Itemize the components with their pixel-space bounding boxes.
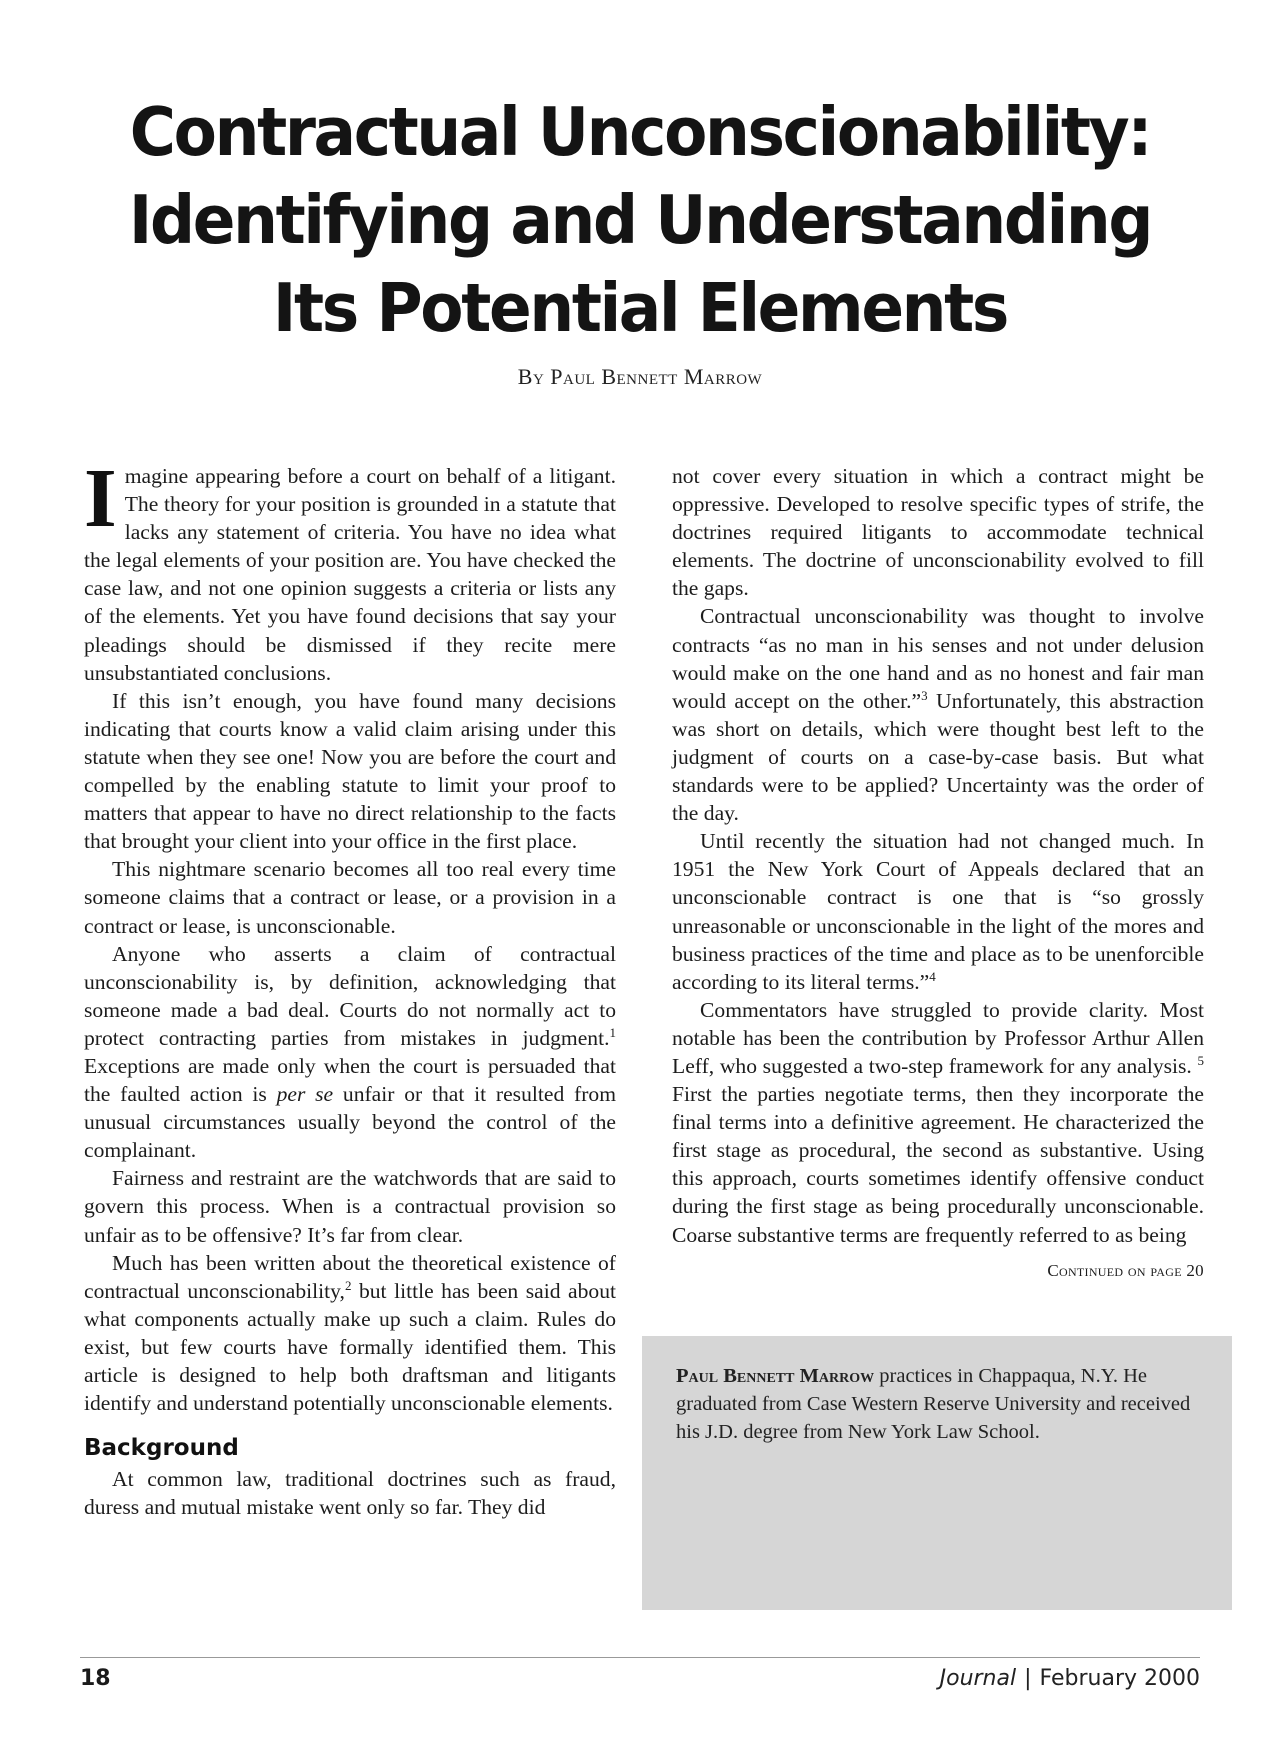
paragraph-text: First the parties negotiate terms, then they incorporate the final terms into a definitive agreement. He characterized the first stage as procedural, the second as substantive. Using this approach, courts sometimes identify offensive conduct during the first stage as being procedurally unconscionable. Coarse substantive terms are frequently referred to as being (672, 1082, 1204, 1247)
footnote-ref: 1 (609, 1024, 616, 1040)
italic-term: per se (276, 1082, 334, 1107)
paragraph-text: unfair or that it resulted from unusual circumstances usually beyond the control of the complainant. (84, 1082, 616, 1163)
paragraph (84, 940, 616, 1165)
author-bio (676, 1362, 1198, 1446)
footer-divider (80, 1657, 1200, 1658)
title-line-3: Its Potential Elements (272, 269, 1008, 347)
journal-name: Journal (939, 1666, 1017, 1691)
paragraph: If this isn’t enough, you have found many decisions indicating that courts know a valid claim arising under this statute when they see one! Now you are before the court and compelled by the enabling statute to limit your proof to matters that appear to have no direct relationship to the facts that brought your client into your office in the first place. (84, 688, 616, 854)
page-number: 18 (80, 1666, 111, 1691)
footnote-ref: 4 (929, 968, 936, 984)
footnote-ref: 2 (344, 1277, 352, 1293)
paragraph-text: Commentators have struggled to provide clarity. Most notable has been the contribution by Professor Arthur Allen Leff, who suggested a two-step framework for any analysis. (672, 997, 1204, 1078)
byline: By Paul Bennett Marrow (517, 364, 763, 389)
paragraph-text: Until recently the situation had not changed much. In 1951 the New York Court of Appeals declared that an unconscionable contract is one that is “so grossly unreasonable or unconscionable in the light of the mores and business practices of the time and place as to be unenforcible according to its literal terms.” (672, 829, 1204, 994)
section-heading: Background (84, 1435, 239, 1462)
paragraph-text: Exceptions are made only when the court is persuaded that the faulted action is (84, 1053, 616, 1107)
journal-footer (940, 1666, 1200, 1691)
article-title (114, 88, 1167, 352)
paragraph-text: Anyone who asserts a claim of contractual unconscionability is, by definition, acknowledging that someone made a bad deal. Courts do not normally act to protect contracting parties from mistakes in judgment. (84, 941, 616, 1050)
issue-date: February 2000 (1039, 1666, 1200, 1691)
right-column (672, 462, 1204, 1285)
footnote-ref: 5 (1197, 1052, 1204, 1068)
drop-cap: I (84, 452, 117, 545)
paragraph: This nightmare scenario becomes all too real every time someone claims that a contract or lease, or a provision in a contract or lease, is unconscionable. (84, 857, 616, 938)
continued-link[interactable]: Continued on page 20 (1047, 1260, 1204, 1280)
author-name: Paul Bennett Marrow (676, 1365, 875, 1387)
bio-text: practices in Chappaqua, N.Y. He graduated from Case Western Reserve University and received his J.D. degree from New York Law School. (676, 1365, 1191, 1443)
paragraph-text: but little has been said about what components actually make up such a claim. Rules do exist, but few courts have formally identified them. This article is designed to help both draftsman and litigants identify and understand potentially unconscionable elements. (84, 1278, 616, 1416)
footer-separator: | (1024, 1666, 1032, 1691)
author-bio-box (642, 1336, 1232, 1610)
paragraph-intro (84, 452, 616, 687)
paragraph (672, 827, 1204, 996)
paragraph (672, 602, 1204, 827)
paragraph: At common law, traditional doctrines such as fraud, duress and mutual mistake went only so far. They did (84, 1467, 616, 1520)
paragraph: not cover every situation in which a contract might be oppressive. Developed to resolve specific types of strife, the doctrines required litigants to accommodate technical elements. The doctrine of unconscionability evolved to fill the gaps. (672, 464, 1204, 601)
left-column (84, 452, 616, 1521)
paragraph-text: magine appearing before a court on behalf of a litigant. The theory for your position is grounded in a statute that lacks any statement of criteria. You have no idea what the legal elements of your position are. You have checked the case law, and not one opinion suggests a criteria or lists any of the elements. Yet you have found decisions that say your pleadings should be dismissed if they recite mere unsubstantiated conclusions. (84, 464, 616, 685)
paragraph-text: Unfortunately, this abstraction was short on details, which were thought best left to the judgment of courts on a case-by-case basis. But what standards were to be applied? Uncertainty was the order of the day. (672, 688, 1204, 826)
title-line-1: Contractual Unconscionability: (129, 93, 1151, 171)
paragraph (84, 1249, 616, 1418)
paragraph: Fairness and restraint are the watchwords that are said to govern this process. When is a contractual provision so unfair as to be offensive? It’s far from clear. (84, 1166, 616, 1247)
title-line-2: Identifying and Understanding (128, 181, 1152, 259)
paragraph-text: Much has been written about the theoretical existence of contractual unconscionability, (84, 1250, 616, 1303)
paragraph (672, 996, 1204, 1249)
paragraph-text: Contractual unconscionability was thought to involve contracts “as no man in his senses and not under delusion would make on the one hand and as no honest and fair man would accept on the other.” (672, 604, 1204, 713)
footnote-ref: 3 (921, 687, 928, 703)
